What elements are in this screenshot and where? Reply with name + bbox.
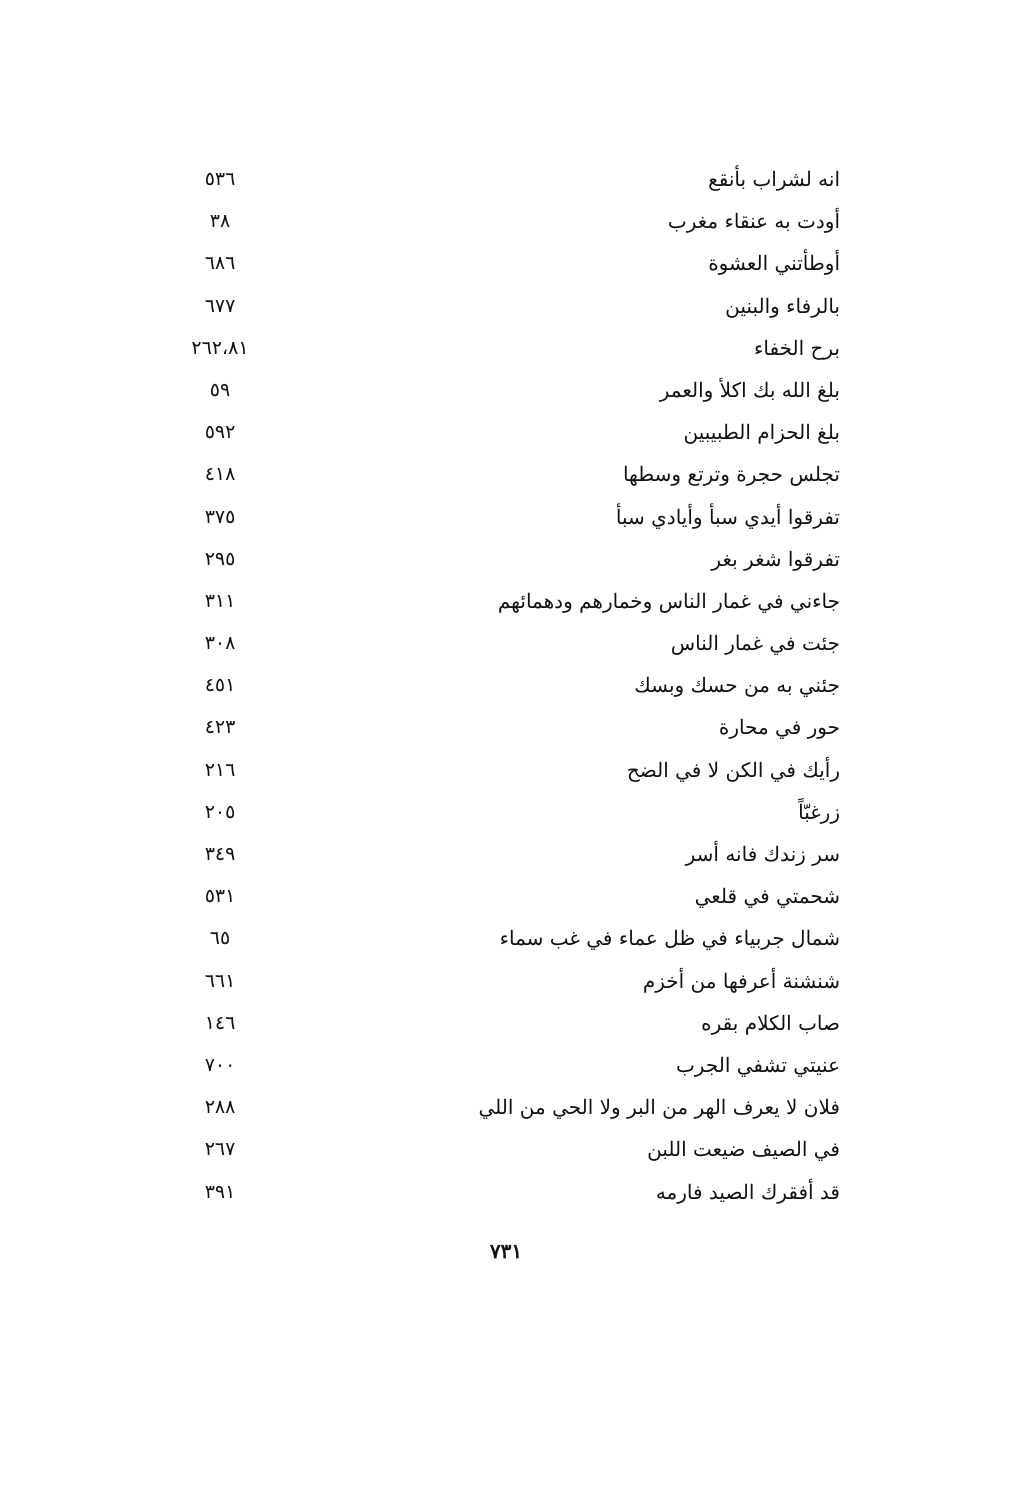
index-phrase: صاب الكلام بقره bbox=[701, 1010, 840, 1035]
proverb-index-list bbox=[160, 160, 840, 1215]
index-phrase: جئني به من حسك وبسك bbox=[634, 673, 840, 698]
index-page-number: ٢٦٧ bbox=[204, 1138, 236, 1161]
index-page-number: ٥٩٢ bbox=[204, 421, 236, 444]
index-row bbox=[160, 498, 840, 540]
index-page-number: ٣٤٩ bbox=[204, 843, 236, 865]
index-page-number: ٦٧٧ bbox=[204, 294, 236, 317]
index-phrase: قد أفقرك الصيد فارمه bbox=[655, 1179, 840, 1204]
index-row bbox=[160, 371, 840, 413]
index-phrase: أوطأتني العشوة bbox=[708, 251, 840, 276]
index-phrase: فلان لا يعرف الهر من البر ولا الحي من اللي bbox=[478, 1095, 840, 1120]
index-page-number: ٦٦١ bbox=[204, 969, 236, 992]
index-page-number: ٦٥ bbox=[209, 927, 231, 950]
index-row bbox=[160, 919, 840, 961]
index-row bbox=[160, 455, 840, 497]
index-phrase: في الصيف ضيعت اللبن bbox=[647, 1137, 840, 1162]
index-phrase: شحمتي في قلعي bbox=[694, 884, 840, 909]
page-number-footer: ٧٣١ bbox=[489, 1239, 523, 1263]
index-row bbox=[160, 413, 840, 455]
index-page-number: ٣٨ bbox=[209, 210, 231, 233]
index-phrase: انه لشراب بأنقع bbox=[708, 167, 840, 191]
index-phrase: أودت به عنقاء مغرب bbox=[667, 209, 840, 234]
index-page-number: ٢٨٨ bbox=[204, 1096, 236, 1119]
index-phrase: بلغ الله بك اكلأ والعمر bbox=[659, 377, 840, 402]
index-row bbox=[160, 1046, 840, 1088]
index-row bbox=[160, 877, 840, 919]
index-phrase: بالرفاء والبنين bbox=[725, 293, 840, 318]
index-page-number: ٥٣٦ bbox=[204, 168, 236, 190]
index-page-number: ١٤٦ bbox=[204, 1011, 236, 1034]
index-page-number: ٥٣١ bbox=[204, 885, 236, 908]
index-phrase: شمال جربياء في ظل عماء في غب سماء bbox=[499, 926, 840, 951]
index-page-number: ٢٦٢،٨١ bbox=[191, 336, 249, 359]
index-row bbox=[160, 751, 840, 793]
index-phrase: رأيك في الكن لا في الضح bbox=[626, 757, 840, 782]
index-phrase: عنيتي تشفي الجرب bbox=[675, 1052, 840, 1077]
index-page-number: ٢٩٥ bbox=[204, 547, 236, 570]
index-row bbox=[160, 287, 840, 329]
index-phrase: شنشنة أعرفها من أخزم bbox=[642, 968, 840, 993]
index-page-number: ٢١٦ bbox=[204, 758, 236, 781]
index-page-number: ٢٠٥ bbox=[204, 800, 236, 823]
index-phrase: حور في محارة bbox=[718, 715, 840, 740]
index-phrase: زرغبّاً bbox=[798, 799, 840, 824]
index-row bbox=[160, 1130, 840, 1172]
index-phrase: تجلس حجرة وترتع وسطها bbox=[622, 462, 840, 487]
index-page-number: ٥٩ bbox=[209, 378, 231, 401]
index-phrase: سر زندك فانه أسر bbox=[685, 842, 840, 866]
index-page-number: ٣٩١ bbox=[204, 1180, 236, 1203]
index-row bbox=[160, 160, 840, 202]
index-page-number: ٤٥١ bbox=[204, 674, 236, 697]
index-row bbox=[160, 1173, 840, 1215]
index-page-number: ٣٠٨ bbox=[204, 632, 236, 655]
index-row bbox=[160, 624, 840, 666]
index-phrase: تفرقوا شغر بغر bbox=[711, 546, 840, 571]
index-phrase: تفرقوا أيدي سبأ وأيادي سبأ bbox=[615, 504, 840, 529]
index-row bbox=[160, 540, 840, 582]
index-phrase: جئت في غمار الناس bbox=[670, 631, 840, 656]
index-page-number: ٦٨٦ bbox=[204, 252, 236, 275]
index-page-number: ٣٧٥ bbox=[204, 505, 236, 528]
index-page-number: ٧٠٠ bbox=[204, 1053, 236, 1076]
index-page-number: ٣١١ bbox=[204, 589, 236, 612]
index-row bbox=[160, 202, 840, 244]
index-row bbox=[160, 244, 840, 286]
index-page-number: ٤١٨ bbox=[204, 463, 236, 486]
index-row bbox=[160, 582, 840, 624]
index-phrase: جاءني في غمار الناس وخمارهم ودهمائهم bbox=[497, 588, 840, 613]
index-row bbox=[160, 666, 840, 708]
index-row bbox=[160, 329, 840, 371]
index-row bbox=[160, 1088, 840, 1130]
index-row bbox=[160, 835, 840, 877]
index-row bbox=[160, 708, 840, 750]
index-row bbox=[160, 793, 840, 835]
index-row bbox=[160, 1004, 840, 1046]
index-phrase: برح الخفاء bbox=[753, 335, 840, 360]
index-phrase: بلغ الحزام الطبيبين bbox=[683, 420, 840, 445]
index-page-number: ٤٢٣ bbox=[204, 716, 236, 739]
index-row bbox=[160, 962, 840, 1004]
